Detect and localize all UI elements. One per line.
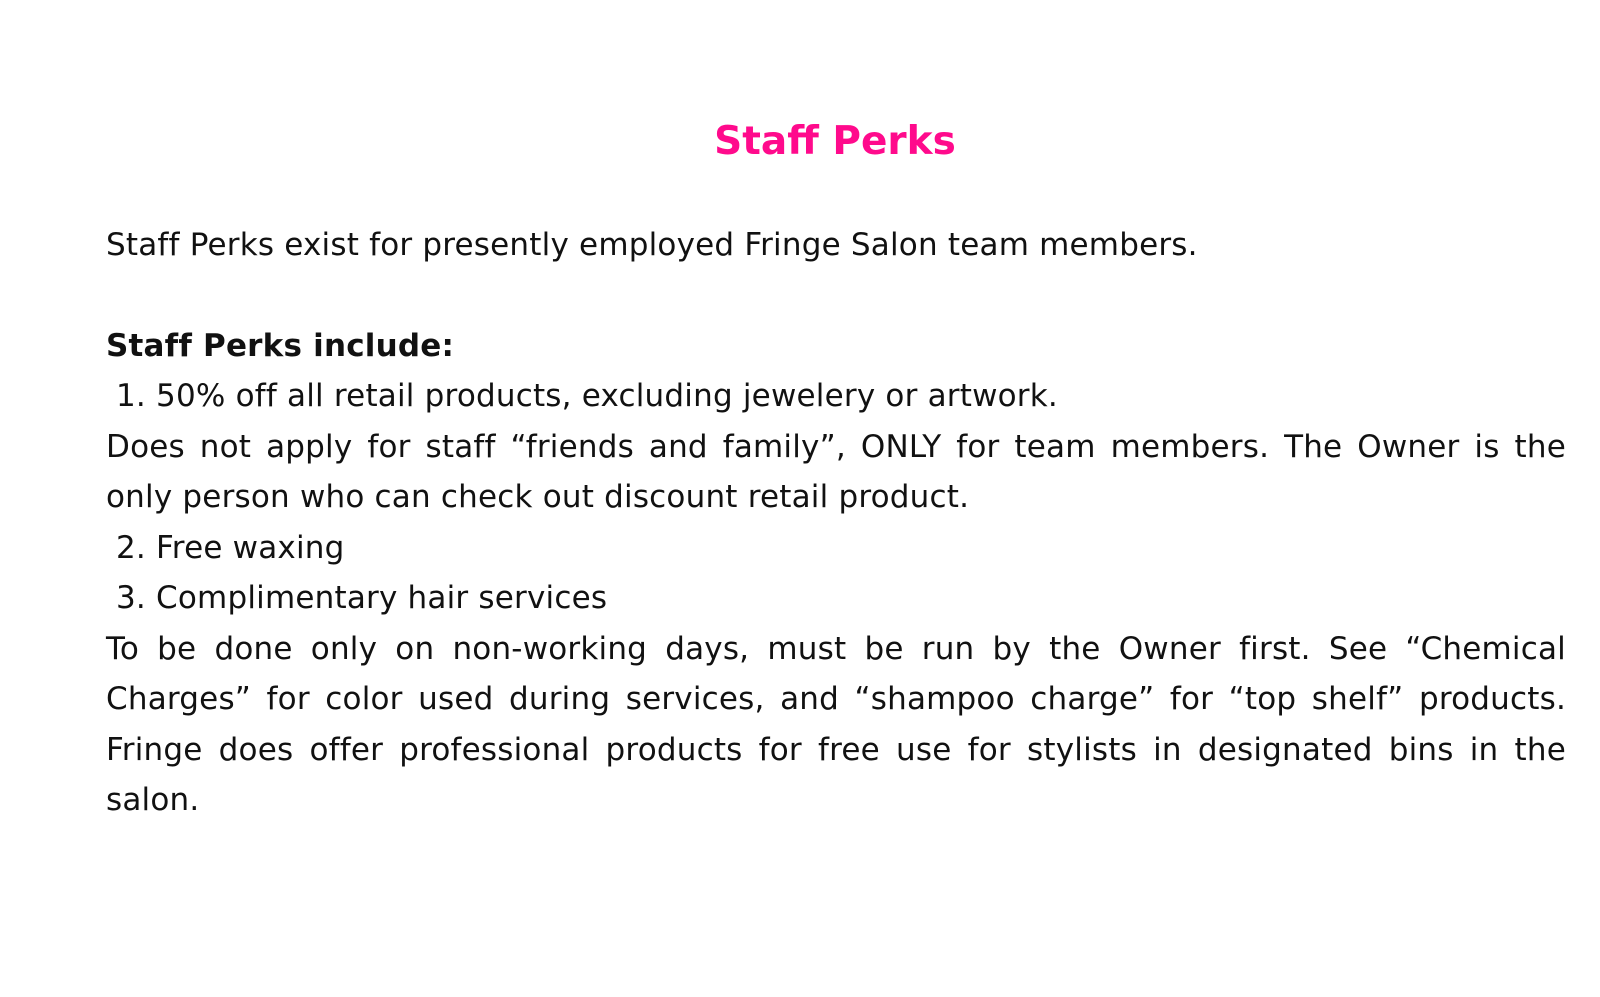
perk-item-3-note: To be done only on non-working days, must be run by the Owner first. See “Chemical Charges” for color used during services, and “shampoo charge” for “top shelf” products. Fringe does offer professional products for free use for stylists in designated bins in the salon. [106, 630, 1566, 818]
page-title: Staff Perks [714, 119, 956, 164]
document-body [106, 220, 1566, 826]
perk-item-3: 3. Complimentary hair services [116, 580, 608, 616]
perk-item-2: 2. Free waxing [116, 529, 345, 566]
perk-item-1-note: Does not apply for staff “friends and family”, ONLY for team members. The Owner is the only person who can check out discount retail product. [106, 428, 1566, 515]
intro-paragraph: Staff Perks exist for presently employed Fringe Salon team members. [106, 227, 1198, 263]
perk-item-1: 1. 50% off all retail products, excluding jewelery or artwork. [116, 378, 1058, 414]
perks-subheading: Staff Perks include: [106, 327, 455, 364]
paragraph-spacer [106, 271, 1566, 321]
